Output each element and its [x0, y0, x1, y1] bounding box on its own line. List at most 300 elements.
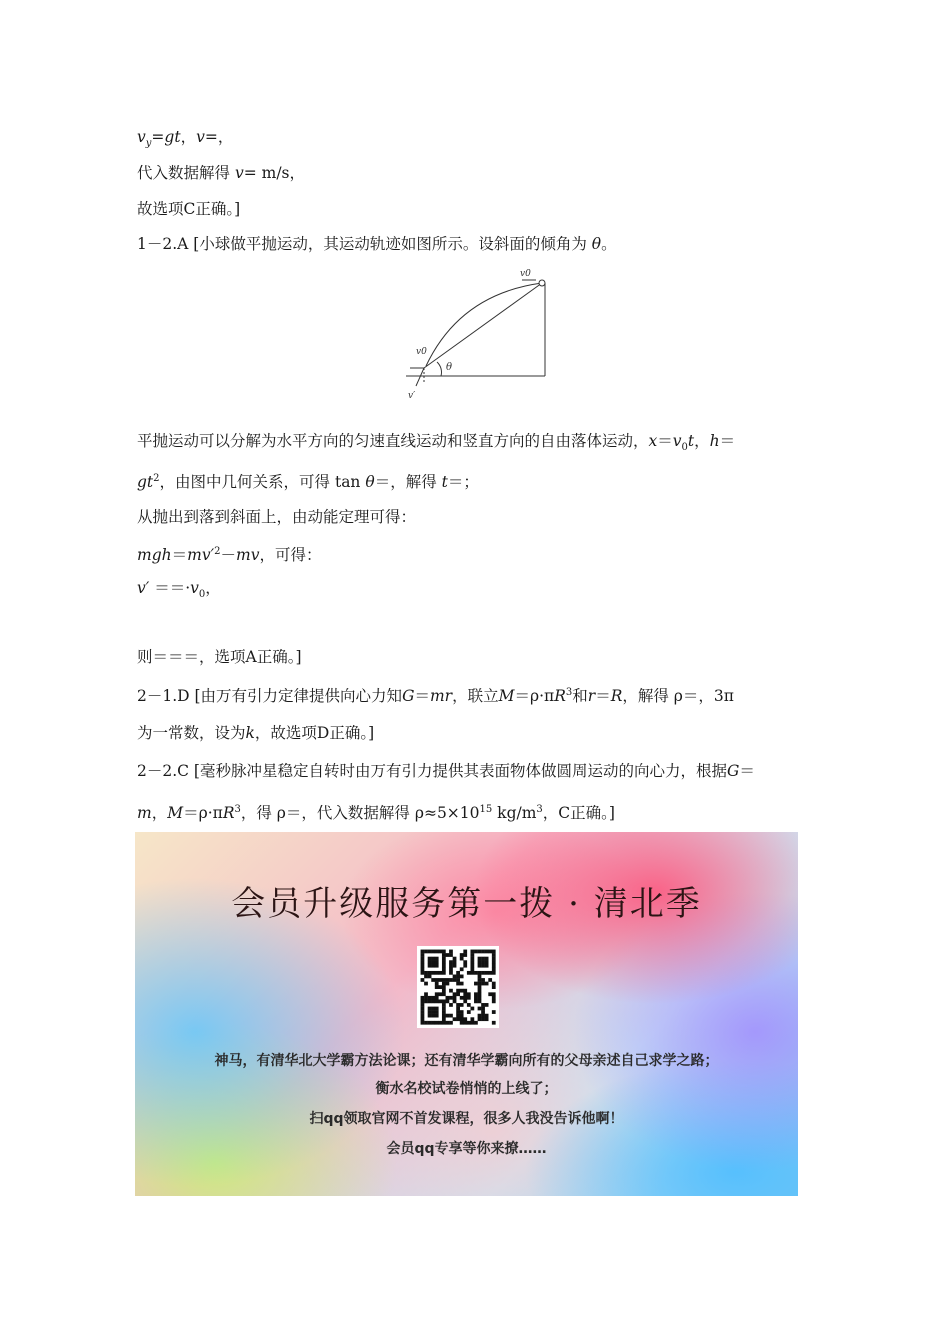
text: ，由图中几何关系，可得 tan	[159, 473, 366, 492]
qr-module	[488, 992, 492, 996]
text: ＝	[657, 432, 673, 450]
qr-module	[446, 982, 450, 986]
qr-module	[442, 1014, 446, 1018]
text: ＝	[171, 546, 188, 565]
text: 2－1.D [由万有引力定律提供向心力知	[137, 687, 403, 706]
qr-module	[442, 964, 446, 968]
text: kg/m	[492, 804, 537, 823]
qr-module	[421, 953, 425, 957]
text-line-3: 故选项C正确。]	[137, 200, 241, 218]
subscript: y	[145, 138, 152, 150]
qr-module	[463, 960, 467, 964]
qr-module	[446, 1014, 450, 1018]
qr-module	[492, 996, 496, 1000]
text-line-14	[137, 799, 615, 824]
qr-module	[435, 957, 439, 961]
qr-module	[470, 960, 474, 964]
qr-module	[474, 992, 478, 996]
qr-module	[470, 950, 474, 954]
var-v: v	[137, 128, 146, 146]
qr-module	[442, 985, 446, 989]
var-mr: mr	[429, 687, 453, 706]
qr-module	[421, 1021, 425, 1025]
qr-module	[481, 964, 485, 968]
label-theta: θ	[446, 362, 453, 373]
qr-module	[492, 960, 496, 964]
var-mv: mv	[236, 546, 260, 565]
text: ，C正确。]	[542, 804, 615, 823]
qr-module	[485, 964, 489, 968]
qr-module	[431, 1007, 435, 1011]
qr-module	[456, 989, 460, 993]
qr-module	[478, 1007, 482, 1011]
qr-module	[463, 953, 467, 957]
qr-module	[453, 1017, 457, 1021]
qr-module	[467, 1021, 471, 1025]
qr-module	[453, 999, 457, 1003]
qr-module	[428, 996, 432, 1000]
qr-module	[449, 967, 453, 971]
qr-module	[456, 1007, 460, 1011]
theta-arc	[437, 362, 442, 376]
qr-module	[460, 1014, 464, 1018]
qr-module	[470, 957, 474, 961]
text-line-5	[137, 430, 735, 459]
text: ＝ρ·π	[183, 804, 223, 823]
qr-module	[421, 978, 425, 982]
qr-module	[449, 1003, 453, 1007]
qr-module	[485, 1017, 489, 1021]
qr-module	[460, 1021, 464, 1025]
qr-module	[481, 978, 485, 982]
qr-module	[449, 953, 453, 957]
var-mgh: mgh	[137, 546, 172, 565]
projectile-slope-figure	[400, 264, 552, 404]
qr-module	[478, 957, 482, 961]
text: ＝	[595, 687, 611, 706]
qr-module	[446, 999, 450, 1003]
qr-module	[449, 996, 453, 1000]
qr-module	[431, 957, 435, 961]
text: =，	[204, 128, 234, 146]
qr-module	[421, 999, 425, 1003]
qr-module	[481, 1007, 485, 1011]
qr-module	[424, 982, 428, 986]
subscript: 0	[681, 442, 688, 454]
qr-module	[478, 978, 482, 982]
qr-module	[460, 982, 464, 986]
qr-module	[463, 996, 467, 1000]
superscript: 15	[479, 804, 493, 815]
qr-module	[453, 960, 457, 964]
qr-module	[492, 999, 496, 1003]
qr-module	[442, 1021, 446, 1025]
qr-module	[421, 1007, 425, 1011]
qr-module	[421, 996, 425, 1000]
banner-line-3: 扫qq领取官网不首发课程，很多人我没告诉他啊！	[309, 1111, 624, 1127]
text: －	[220, 546, 236, 565]
qr-module	[481, 960, 485, 964]
qr-module	[421, 971, 425, 975]
slope-line	[424, 283, 542, 368]
qr-module	[481, 971, 485, 975]
qr-module	[485, 957, 489, 961]
qr-module	[435, 960, 439, 964]
qr-module	[431, 978, 435, 982]
text: = m/s，	[243, 164, 305, 182]
qr-module	[481, 950, 485, 954]
var-v: v	[196, 128, 205, 146]
var-theta: θ	[365, 473, 375, 492]
qr-module	[456, 1017, 460, 1021]
qr-module	[481, 1010, 485, 1014]
qr-module	[446, 996, 450, 1000]
qr-module	[428, 971, 432, 975]
text: ，联立	[452, 687, 499, 706]
text: ，	[151, 804, 168, 823]
qr-module	[438, 992, 442, 996]
qr-module	[442, 978, 446, 982]
qr-module	[449, 978, 453, 982]
qr-module	[428, 950, 432, 954]
qr-module	[435, 1021, 439, 1025]
qr-module	[456, 1003, 460, 1007]
text-line-8	[137, 541, 321, 566]
superscript: 3	[536, 804, 543, 815]
qr-module	[456, 975, 460, 979]
qr-module	[488, 971, 492, 975]
qr-module	[435, 1007, 439, 1011]
qr-module	[442, 953, 446, 957]
qr-module	[485, 971, 489, 975]
text-line-11	[137, 682, 734, 707]
qr-module	[492, 964, 496, 968]
var-gt: gt	[164, 128, 181, 146]
qr-module	[485, 960, 489, 964]
qr-module	[442, 989, 446, 993]
qr-module	[446, 978, 450, 982]
qr-module	[453, 992, 457, 996]
qr-module	[474, 971, 478, 975]
qr-module	[446, 1021, 450, 1025]
qr-module	[431, 1014, 435, 1018]
label-v0-top: v0	[520, 269, 531, 279]
text: ，	[205, 579, 221, 597]
vprime-arrow	[416, 368, 424, 386]
qr-module	[438, 1021, 442, 1025]
banner-line-4: 会员qq专享等你来撩……	[386, 1141, 547, 1157]
qr-module	[453, 978, 457, 982]
qr-module	[481, 1017, 485, 1021]
qr-module	[460, 996, 464, 1000]
qr-module	[492, 985, 496, 989]
qr-module	[485, 1014, 489, 1018]
var-R: R	[222, 804, 235, 823]
qr-module	[435, 1014, 439, 1018]
qr-module	[424, 1021, 428, 1025]
text-line-6	[137, 468, 479, 493]
qr-module	[442, 1010, 446, 1014]
qr-module	[446, 953, 450, 957]
qr-module	[460, 957, 464, 961]
var-M: M	[167, 804, 184, 823]
qr-module	[492, 1021, 496, 1025]
qr-module	[442, 982, 446, 986]
qr-module	[456, 1010, 460, 1014]
banner-line-1: 神马，有清华北大学霸方法论课；还有清华学霸向所有的父母亲述自己求学之路；	[214, 1053, 719, 1069]
qr-module	[431, 964, 435, 968]
text: ，故选项D正确。]	[254, 724, 375, 742]
qr-module	[470, 953, 474, 957]
qr-module	[478, 996, 482, 1000]
qr-module	[463, 999, 467, 1003]
text: 代入数据解得	[137, 164, 235, 182]
qr-module	[435, 992, 439, 996]
qr-module	[470, 1021, 474, 1025]
text: ＝，解得	[374, 473, 442, 492]
text: ，	[180, 128, 197, 146]
text: 。	[601, 235, 617, 253]
qr-module	[485, 982, 489, 986]
text-line-7: 从抛出到落到斜面上，由动能定理可得：	[137, 508, 417, 526]
superscript: 2	[214, 546, 221, 557]
var-x: x	[648, 432, 658, 450]
text: ＝	[739, 762, 755, 780]
qr-module	[460, 953, 464, 957]
qr-module	[463, 950, 467, 954]
var-k: k	[245, 724, 255, 742]
var-M: M	[498, 687, 515, 706]
text: ，得 ρ＝，代入数据解得 ρ≈5×10	[240, 804, 480, 823]
qr-module	[421, 1010, 425, 1014]
qr-module	[424, 975, 428, 979]
qr-module	[438, 978, 442, 982]
var-theta: θ	[591, 235, 602, 253]
qr-module	[424, 996, 428, 1000]
qr-module	[424, 999, 428, 1003]
qr-module	[421, 960, 425, 964]
qr-module	[449, 989, 453, 993]
var-G: G	[727, 762, 740, 780]
qr-module	[421, 950, 425, 954]
qr-module	[428, 1021, 432, 1025]
text: 为一常数，设为	[137, 724, 246, 742]
qr-module	[478, 975, 482, 979]
qr-module	[456, 978, 460, 982]
var-t: t	[441, 473, 448, 492]
qr-module	[428, 964, 432, 968]
qr-module	[442, 967, 446, 971]
text-line-4	[137, 233, 617, 255]
qr-module	[460, 989, 464, 993]
qr-module	[435, 971, 439, 975]
qr-module	[474, 950, 478, 954]
qr-module	[492, 967, 496, 971]
superscript: 3	[565, 687, 573, 698]
text-line-10: 则＝＝＝，选项A正确。]	[137, 648, 302, 666]
qr-module	[421, 1014, 425, 1018]
qr-module	[456, 971, 460, 975]
var-v: v	[190, 579, 199, 597]
text-line-9	[137, 577, 221, 606]
qr-module	[463, 1017, 467, 1021]
qr-module	[428, 1007, 432, 1011]
qr-module	[442, 957, 446, 961]
qr-module	[442, 950, 446, 954]
qr-module	[460, 1017, 464, 1021]
qr-module	[456, 982, 460, 986]
qr-module	[442, 992, 446, 996]
qr-module	[478, 960, 482, 964]
text: =	[151, 128, 165, 146]
text: ，可得：	[259, 546, 322, 565]
qr-module	[492, 950, 496, 954]
qr-module	[460, 967, 464, 971]
banner-line-2: 衡水名校试卷悄悄的上线了；	[375, 1081, 558, 1097]
qr-module	[438, 985, 442, 989]
qr-module	[424, 950, 428, 954]
text-line-13	[137, 760, 755, 782]
text: ＝＝·	[149, 579, 191, 597]
qr-module	[428, 960, 432, 964]
qr-module	[424, 971, 428, 975]
qr-module	[453, 957, 457, 961]
qr-module	[435, 999, 439, 1003]
var-mv: mv′	[187, 546, 215, 565]
qr-module	[421, 957, 425, 961]
text-line-12	[137, 722, 374, 744]
superscript: 2	[153, 473, 160, 484]
text: ＝	[719, 432, 736, 450]
text: ＝	[414, 687, 430, 706]
qr-module	[474, 982, 478, 986]
text: 2－2.C [毫秒脉冲星稳定自转时由万有引力提供其表面物体做圆周运动的向心力，根据	[137, 762, 727, 780]
qr-module	[481, 1014, 485, 1018]
var-R: R	[610, 687, 623, 706]
ball-icon	[539, 280, 545, 286]
qr-module	[421, 1003, 425, 1007]
qr-module	[431, 999, 435, 1003]
text: ＝ρ·π	[514, 687, 555, 706]
qr-module	[478, 1014, 482, 1018]
qr-module	[449, 971, 453, 975]
qr-module	[478, 982, 482, 986]
var-v: v	[234, 164, 244, 182]
var-t: t	[687, 432, 695, 450]
qr-module	[438, 999, 442, 1003]
qr-module	[435, 964, 439, 968]
qr-module	[435, 978, 439, 982]
qr-module	[428, 1014, 432, 1018]
qr-module	[492, 971, 496, 975]
qr-module	[463, 992, 467, 996]
qr-module	[467, 996, 471, 1000]
qr-module	[438, 971, 442, 975]
qr-module	[428, 957, 432, 961]
qr-module	[460, 975, 464, 979]
label-vprime: v′	[408, 391, 416, 401]
text: ，	[694, 432, 710, 450]
qr-module	[453, 964, 457, 968]
qr-module	[470, 964, 474, 968]
qr-module	[492, 982, 496, 986]
text: 平抛运动可以分解为水平方向的匀速直线运动和竖直方向的自由落体运动，	[137, 432, 649, 450]
qr-module	[470, 1007, 474, 1011]
qr-module	[467, 992, 471, 996]
text: 和	[572, 687, 588, 706]
var-r: r	[587, 687, 596, 706]
qr-module	[449, 964, 453, 968]
promo-banner[interactable]	[135, 832, 798, 1196]
qr-module	[438, 950, 442, 954]
qr-module	[449, 950, 453, 954]
qr-module	[478, 971, 482, 975]
qr-module	[428, 975, 432, 979]
qr-module	[435, 985, 439, 989]
qr-module	[481, 957, 485, 961]
text-line-2	[137, 162, 305, 184]
text: ，解得 ρ＝，3π	[622, 687, 734, 706]
qr-module	[478, 992, 482, 996]
qr-module	[431, 960, 435, 964]
qr-module	[492, 957, 496, 961]
text-line-1	[137, 126, 233, 155]
qr-module	[488, 978, 492, 982]
qr-module	[449, 1014, 453, 1018]
banner-title: 会员升级服务第一拨 · 清北季	[231, 884, 702, 924]
var-m: m	[137, 804, 152, 823]
qr-module	[463, 1021, 467, 1025]
qr-module	[478, 989, 482, 993]
qr-module	[467, 1010, 471, 1014]
qr-module	[478, 999, 482, 1003]
label-v0-left: v0	[416, 347, 427, 357]
qr-module	[442, 1003, 446, 1007]
text: 1－2.A [小球做平抛运动，其运动轨迹如图所示。设斜面的倾角为	[137, 235, 592, 253]
qr-module	[431, 950, 435, 954]
qr-module	[485, 950, 489, 954]
qr-module	[442, 1007, 446, 1011]
qr-code-icon[interactable]	[417, 946, 499, 1028]
qr-module	[435, 950, 439, 954]
qr-module	[463, 989, 467, 993]
qr-module	[442, 971, 446, 975]
text: ＝；	[447, 473, 479, 492]
qr-module	[442, 960, 446, 964]
var-vprime: v′	[137, 579, 150, 597]
subscript: 0	[198, 589, 206, 601]
var-G: G	[402, 687, 415, 706]
qr-module	[470, 971, 474, 975]
qr-module	[431, 1021, 435, 1025]
qr-module	[449, 960, 453, 964]
qr-module	[453, 996, 457, 1000]
qr-module	[460, 1003, 464, 1007]
qr-module	[453, 975, 457, 979]
qr-module	[431, 1010, 435, 1014]
qr-module	[424, 992, 428, 996]
qr-module	[481, 982, 485, 986]
qr-module	[488, 950, 492, 954]
qr-module	[435, 1010, 439, 1014]
qr-module	[463, 964, 467, 968]
qr-module	[421, 1017, 425, 1021]
qr-module	[478, 950, 482, 954]
qr-module	[421, 967, 425, 971]
var-R: R	[554, 687, 566, 706]
qr-module	[474, 1021, 478, 1025]
qr-module	[492, 1010, 496, 1014]
